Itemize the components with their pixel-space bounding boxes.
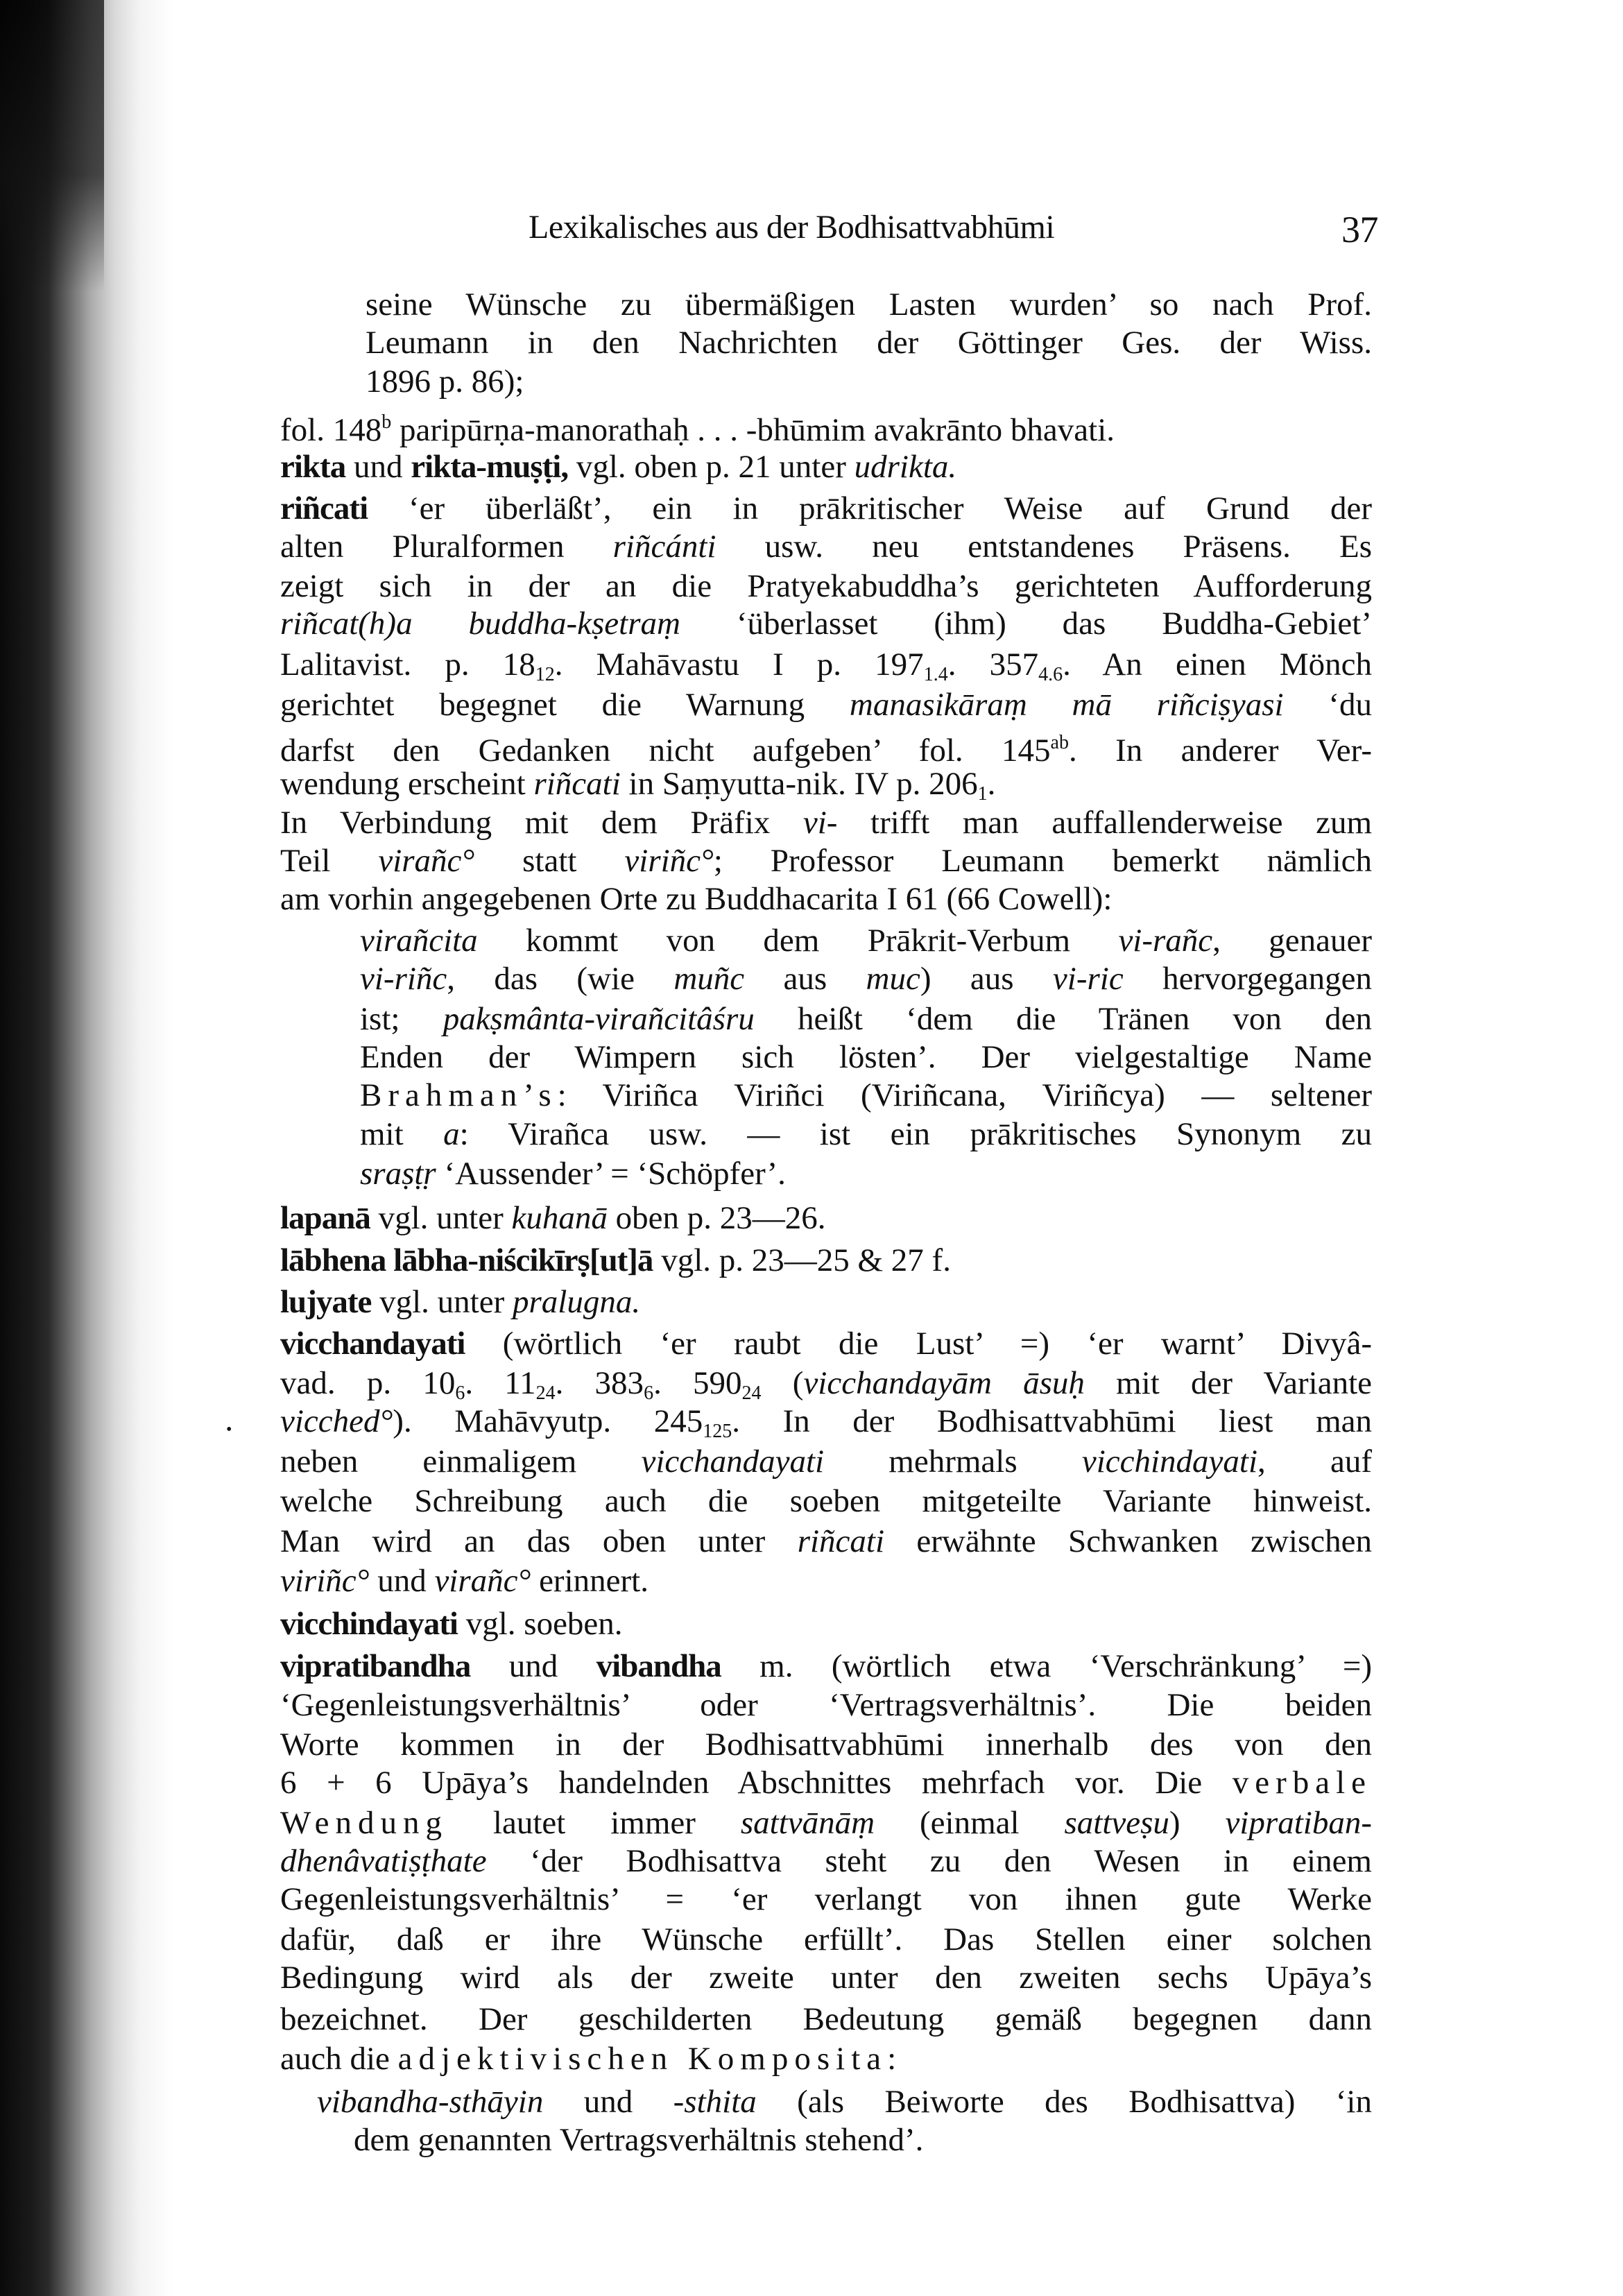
text-run: ‘Aussender’ = ‘Schöpfer’.: [436, 1156, 786, 1192]
text-line: [366, 323, 1372, 362]
text-run: : Viriñca Viriñci (Viriñcana, Viriñcya) — seltener: [557, 1077, 1372, 1113]
text-run: kommt von dem Prākrit-Verbum: [477, 923, 1119, 959]
text-run: neben einmaligem: [280, 1443, 642, 1480]
superscript: b: [381, 411, 392, 433]
text-run: mit der Variante: [1084, 1365, 1373, 1401]
italic-term: vicchandayām āsuḥ: [803, 1365, 1085, 1401]
subscript: 6: [455, 1382, 465, 1404]
subscript: 1: [977, 783, 988, 805]
text-run: Lalitavist. p. 18: [280, 646, 535, 683]
text-run: vgl. p. 23—25 & 27 f.: [653, 1242, 951, 1278]
subscript: 12: [535, 664, 555, 685]
italic-term: -sthita: [673, 2084, 757, 2120]
text-run: ist;: [360, 1001, 443, 1037]
text-line: [366, 285, 1372, 324]
text-run: gerichtet begegnet die Warnung: [280, 687, 850, 723]
text-run: auch die: [280, 2041, 398, 2077]
text-run: vad. p. 10: [280, 1365, 456, 1401]
text-line: [280, 1522, 1372, 1561]
text-run: und: [369, 1563, 435, 1599]
text-run: ): [1169, 1805, 1226, 1841]
italic-term: riñcati: [797, 1523, 885, 1559]
text-run: Gegenleistungsverhältnis’ = ‘er verlangt von ihnen gute Werke: [280, 1881, 1372, 1917]
italic-term: a: [443, 1116, 460, 1152]
text-line: [360, 1000, 1372, 1038]
text-line: [280, 1804, 1372, 1842]
headword: vicchandayati: [280, 1326, 465, 1362]
text-line: [317, 2082, 1372, 2121]
text-run: Man wird an das oben unter: [280, 1523, 798, 1559]
text-line: [280, 527, 1372, 566]
text-line: [280, 567, 1372, 606]
text-line: [280, 880, 1372, 918]
headword: vibandha: [596, 1648, 721, 1684]
italic-term: vibandha-sthāyin: [317, 2084, 544, 2120]
text-run: Bedingung wird als der zweite unter den zweiten sechs Upāya’s: [280, 1960, 1372, 1996]
italic-term: riñcat(h)a buddha-kṣetraṃ: [280, 606, 680, 642]
text-run: ‘überlasset (ihm) das Buddha-Gebiet’: [680, 606, 1372, 642]
italic-term: vicchandayati: [641, 1443, 825, 1480]
text-run: oben p. 23—26.: [607, 1200, 826, 1236]
text-line: [360, 1038, 1372, 1077]
italic-term: kuhanā: [511, 1200, 608, 1236]
headword: rikta: [280, 449, 346, 485]
text-run: seine Wünsche zu übermäßigen Lasten wurden’ so nach Prof.: [366, 286, 1372, 323]
text-line: [366, 362, 1372, 401]
text-line: [280, 723, 1372, 769]
text-run: paripūrṇa-manorathaḥ . . . -bhūmim avakrānto bhavati.: [391, 412, 1115, 448]
text-line: [280, 604, 1372, 643]
text-run: ) aus: [920, 961, 1053, 997]
text-run: ‘der Bodhisattva steht zu den Wesen in einem: [486, 1843, 1372, 1879]
italic-term: muñc: [673, 961, 745, 997]
subscript: 24: [535, 1382, 556, 1404]
text-run: Teil: [280, 843, 379, 879]
text-line: [280, 1561, 1372, 1600]
text-line: [280, 1604, 1372, 1643]
text-run: mit: [360, 1116, 444, 1152]
headword: rikta-muṣṭi,: [411, 449, 569, 485]
text-run: mehrmals: [824, 1443, 1082, 1480]
italic-term: vi-riñc: [360, 961, 447, 997]
text-run: alten Pluralformen: [280, 529, 613, 565]
text-run: lautet immer: [447, 1805, 741, 1841]
page-number: 37: [1341, 209, 1378, 250]
text-run: : Virañca usw. — ist ein prākritisches Synonym zu: [459, 1116, 1372, 1152]
text-run: ‘Gegenleistungsverhältnis’ oder ‘Vertragsverhältnis’. Die beiden: [280, 1687, 1372, 1723]
text-run: (: [761, 1365, 804, 1401]
text-line: [280, 1763, 1372, 1802]
text-run: . 383: [555, 1365, 644, 1401]
text-run: . An einen Mönch: [1063, 646, 1373, 683]
text-line: [360, 1076, 1372, 1115]
italic-term: manasikāraṃ mā riñciṣyasi: [849, 687, 1284, 723]
running-header-title: Lexikalisches aus der Bodhisattvabhūmi: [529, 209, 1055, 246]
text-run: . Mahāvastu I p. 197: [554, 646, 924, 683]
subscript: 125: [703, 1421, 732, 1442]
text-line: [280, 803, 1372, 842]
italic-term: pralugna.: [513, 1284, 641, 1320]
italic-term: vi-: [802, 805, 838, 841]
text-line: [280, 1324, 1372, 1363]
text-line: [354, 2121, 1372, 2159]
italic-term: muc: [866, 961, 920, 997]
text-run: :: [887, 2041, 897, 2077]
text-run: m. (wörtlich etwa ‘Verschränkung’ =): [721, 1648, 1372, 1684]
italic-term: vipratiban-: [1225, 1805, 1372, 1841]
text-run: ‘er überläßt’, ein in prākritischer Weise auf Grund der: [368, 490, 1372, 526]
text-run: erinnert.: [531, 1563, 649, 1599]
subscript: 24: [741, 1382, 762, 1404]
text-run: vgl. unter: [370, 1200, 512, 1236]
text-run: ). Mahāvyutp. 245: [393, 1403, 703, 1439]
text-run: und: [470, 1648, 596, 1684]
subscript: 4.6: [1038, 664, 1063, 685]
italic-term: udrikta.: [854, 449, 957, 485]
subscript: 6: [644, 1382, 654, 1404]
text-line: [280, 1920, 1372, 1959]
text-run: und: [345, 449, 411, 485]
text-run: und: [543, 2084, 673, 2120]
text-run: bezeichnet. Der geschilderten Bedeutung gemäß begegnen dann: [280, 2001, 1372, 2037]
italic-term: vi-ric: [1052, 961, 1124, 997]
text-run: dafür, daß er ihre Wünsche erfüllt’. Das Stellen einer solchen: [280, 1921, 1372, 1957]
text-line: [360, 959, 1372, 998]
text-run: . 11: [465, 1365, 536, 1401]
text-run: Worte kommen in der Bodhisattvabhūmi innerhalb des von den: [280, 1727, 1372, 1763]
text-run: aus: [744, 961, 866, 997]
text-line: [280, 2039, 1372, 2078]
text-run: vgl. oben p. 21 unter: [568, 449, 855, 485]
italic-term: riñcati: [533, 766, 621, 802]
text-run: trifft man auffallenderweise zum: [837, 805, 1372, 841]
text-run: darfst den Gedanken nicht aufgeben’ fol. 145: [280, 733, 1051, 769]
text-run: in Saṃyutta-nik. IV p. 206: [620, 766, 978, 802]
text-run: zeigt sich in der an die Pratyekabuddha’s gerichteten Aufforderung: [280, 568, 1372, 604]
stray-mark: •: [226, 1421, 232, 1439]
text-run: hervorgegangen: [1123, 961, 1372, 997]
headword: lābhena lābha-niścikīrṣ[ut]ā: [280, 1242, 653, 1278]
text-run: Leumann in den Nachrichten der Göttinger Ges. der Wiss.: [366, 325, 1372, 361]
text-line: [280, 1842, 1372, 1881]
text-run: In Verbindung mit dem Präfix: [280, 805, 803, 841]
italic-term: vicchindayati: [1081, 1443, 1258, 1480]
book-binding-shadow-top: [0, 0, 104, 291]
text-run: . 590: [653, 1365, 742, 1401]
text-line: [280, 1283, 1372, 1321]
book-binding-shadow: [0, 0, 180, 2296]
italic-term: dhenâvatiṣṭhate: [280, 1843, 487, 1879]
text-run: , auf: [1257, 1443, 1372, 1480]
text-run: 6 + 6 Upāya’s handelnden Abschnittes mehrfach vor. Die: [280, 1765, 1233, 1801]
text-line: [280, 1482, 1372, 1520]
text-run: welche Schreibung auch die soeben mitgeteilte Variante hinweist.: [280, 1483, 1372, 1519]
text-line: [280, 764, 1372, 803]
text-line: [280, 1442, 1372, 1481]
text-run: , genauer: [1212, 923, 1373, 959]
text-run: (wörtlich ‘er raubt die Lust’ =) ‘er warnt’ Divyâ-: [465, 1326, 1372, 1362]
spaced-text: Brahman’s: [360, 1077, 558, 1113]
text-line: [280, 1241, 1372, 1280]
italic-term: virañc°: [434, 1563, 531, 1599]
text-line: [280, 1725, 1372, 1764]
text-run: (einmal: [875, 1805, 1065, 1841]
italic-term: virañc°: [378, 843, 475, 879]
text-run: usw. neu entstandenes Präsens. Es: [716, 529, 1373, 565]
spaced-text: verbale: [1232, 1765, 1372, 1801]
italic-term: sraṣṭṛ: [360, 1156, 436, 1192]
text-run: Enden der Wimpern sich lösten’. Der vielgestaltige Name: [360, 1039, 1372, 1075]
text-line: [280, 1647, 1372, 1686]
italic-term: vi-rañc: [1118, 923, 1213, 959]
text-run: . 357: [947, 646, 1039, 683]
headword: lapanā: [280, 1200, 370, 1236]
headword: vipratibandha: [280, 1648, 471, 1684]
text-run: erwähnte Schwanken zwischen: [884, 1523, 1372, 1559]
italic-term: virañcita: [360, 923, 478, 959]
text-line: [280, 2000, 1372, 2039]
text-line: [280, 645, 1372, 684]
text-line: [360, 1115, 1372, 1154]
text-run: ; Professor Leumann bemerkt nämlich: [713, 843, 1373, 879]
text-run: (als Beiworte des Bodhisattva) ‘in: [756, 2084, 1372, 2120]
text-line: [280, 1364, 1372, 1403]
text-line: [360, 921, 1372, 960]
text-line: [280, 447, 1372, 486]
italic-term: sattveṣu: [1064, 1805, 1169, 1841]
italic-term: vicched°: [280, 1403, 393, 1439]
text-line: [280, 1880, 1372, 1919]
text-line: [280, 1686, 1372, 1724]
text-line: [280, 1402, 1372, 1441]
text-line: [280, 1199, 1372, 1237]
text-run: fol. 148: [280, 412, 382, 448]
headword: lujyate: [280, 1284, 372, 1320]
text-line: [280, 841, 1372, 880]
spaced-text: Wendung: [280, 1805, 448, 1841]
text-run: dem genannten Vertragsverhältnis stehend’.: [354, 2122, 924, 2158]
text-line: [360, 1154, 1372, 1193]
italic-term: viriñc°: [624, 843, 714, 879]
subscript: 1.4: [923, 664, 948, 685]
italic-term: riñcánti: [612, 529, 716, 565]
text-run: 1896 p. 86);: [366, 363, 524, 400]
text-run: heißt ‘dem die Tränen von den: [754, 1001, 1372, 1037]
italic-term: sattvānāṃ: [740, 1805, 875, 1841]
text-run: am vorhin angegebenen Orte zu Buddhacarita I 61 (66 Cowell):: [280, 881, 1113, 917]
text-run: vgl. unter: [371, 1284, 513, 1320]
headword: vicchindayati: [280, 1606, 458, 1642]
headword: riñcati: [280, 490, 368, 526]
text-run: vgl. soeben.: [457, 1606, 623, 1642]
italic-term: pakṣmânta-virañcitâśru: [443, 1001, 755, 1037]
spaced-text: adjektivischen Komposita: [397, 2041, 888, 2077]
superscript: ab: [1050, 732, 1069, 753]
text-line: [280, 685, 1372, 724]
text-line: [280, 1958, 1372, 1997]
italic-term: viriñc°: [280, 1563, 370, 1599]
text-line: [280, 489, 1372, 528]
text-run: wendung erscheint: [280, 766, 534, 802]
text-line: [280, 403, 1372, 448]
text-run: statt: [474, 843, 625, 879]
text-run: .: [987, 766, 996, 802]
text-run: , das (wie: [447, 961, 674, 997]
text-run: . In anderer Ver-: [1068, 733, 1372, 769]
text-run: . In der Bodhisattvabhūmi liest man: [732, 1403, 1372, 1439]
text-run: ‘du: [1283, 687, 1373, 723]
